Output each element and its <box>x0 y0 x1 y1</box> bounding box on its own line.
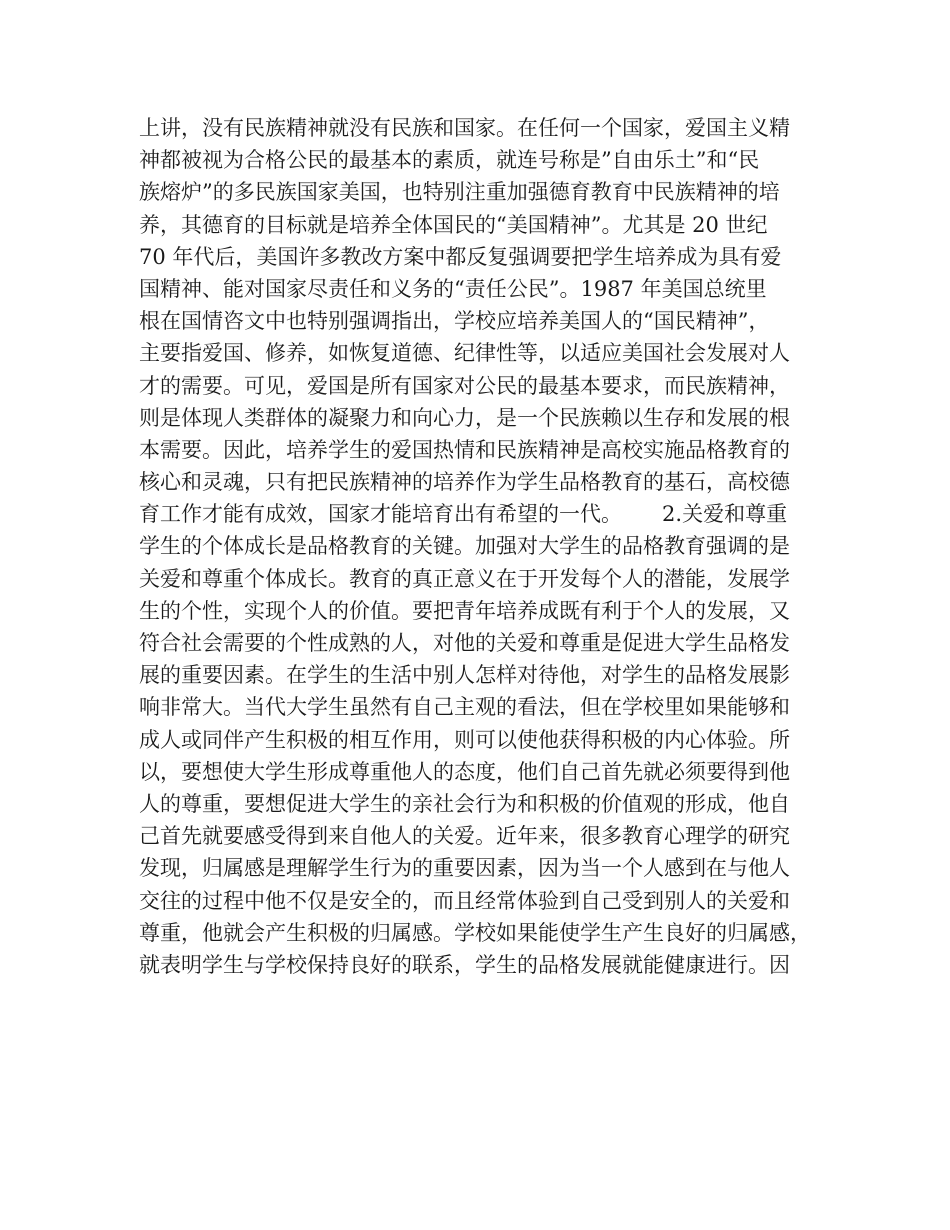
text-line: 主要指爱国、修养，如恢复道德、纪律性等，以适应美国社会发展对人 <box>139 341 790 366</box>
text-line: 就表明学生与学校保持良好的联系，学生的品格发展就能健康进行。因 <box>139 952 790 977</box>
text-line: 符合社会需要的个性成熟的人，对他的关爱和尊重是促进大学生品格发 <box>139 631 790 655</box>
text-line: 根在国情咨文中也特别强调指出，学校应培养美国人的“国民精神”， <box>139 309 770 334</box>
text-line: 族熔炉”的多民族国家美国，也特别注重加强德育教育中民族精神的培 <box>139 180 780 205</box>
text-line: 响非常大。当代大学生虽然有自己主观的看法，但在学校里如果能够和 <box>139 695 790 720</box>
text-line: 尊重，他就会产生积极的归属感。学校如果能使学生产生良好的归属感， <box>139 920 811 945</box>
text-line: 育工作才能有成效，国家才能培育出有希望的一代。 2.关爱和尊重 <box>139 502 788 527</box>
text-line: 成人或同伴产生积极的相互作用，则可以使他获得积极的内心体验。所 <box>139 727 790 752</box>
text-line: 本需要。因此，培养学生的爱国热情和民族精神是高校实施品格教育的 <box>139 437 790 462</box>
text-line: 养，其德育的目标就是培养全体国民的“美国精神”。尤其是 20 世纪 <box>139 212 768 237</box>
text-line: 神都被视为合格公民的最基本的素质，就连号称是”自由乐土”和“民 <box>139 148 760 173</box>
text-line: 以，要想使大学生形成尊重他人的态度，他们自己首先就必须要得到他 <box>139 759 790 784</box>
text-line: 学生的个体成长是品格教育的关键。加强对大学生的品格教育强调的是 <box>139 534 790 559</box>
text-line: 70 年代后，美国许多教改方案中都反复强调要把学生培养成为具有爱 <box>139 244 782 269</box>
body-text <box>139 112 829 981</box>
text-line: 才的需要。可见，爱国是所有国家对公民的最基本要求，而民族精神， <box>139 373 790 398</box>
text-line: 国精神、能对国家尽责任和义务的“责任公民”。1987 年美国总统里 <box>139 276 767 301</box>
text-line: 则是体现人类群体的凝聚力和向心力，是一个民族赖以生存和发展的根 <box>139 405 790 430</box>
text-line: 发现，归属感是理解学生行为的重要因素，因为当一个人感到在与他人 <box>139 856 790 881</box>
text-line: 人的尊重，要想促进大学生的亲社会行为和积极的价值观的形成，他自 <box>139 791 790 816</box>
text-line: 核心和灵魂，只有把民族精神的培养作为学生品格教育的基石，高校德 <box>139 470 790 495</box>
text-line: 己首先就要感受得到来自他人的关爱。近年来，很多教育心理学的研究 <box>139 824 790 849</box>
text-line: 关爱和尊重个体成长。教育的真正意义在于开发每个人的潜能，发展学 <box>139 566 790 591</box>
text-line: 生的个性，实现个人的价值。要把青年培养成既有利于个人的发展，又 <box>139 598 790 623</box>
text-line: 交往的过程中他不仅是安全的，而且经常体验到自己受到别人的关爱和 <box>139 888 790 913</box>
text-line: 展的重要因素。在学生的生活中别人怎样对待他，对学生的品格发展影 <box>139 663 790 688</box>
text-line: 上讲，没有民族精神就没有民族和国家。在任何一个国家，爱国主义精 <box>139 116 790 140</box>
